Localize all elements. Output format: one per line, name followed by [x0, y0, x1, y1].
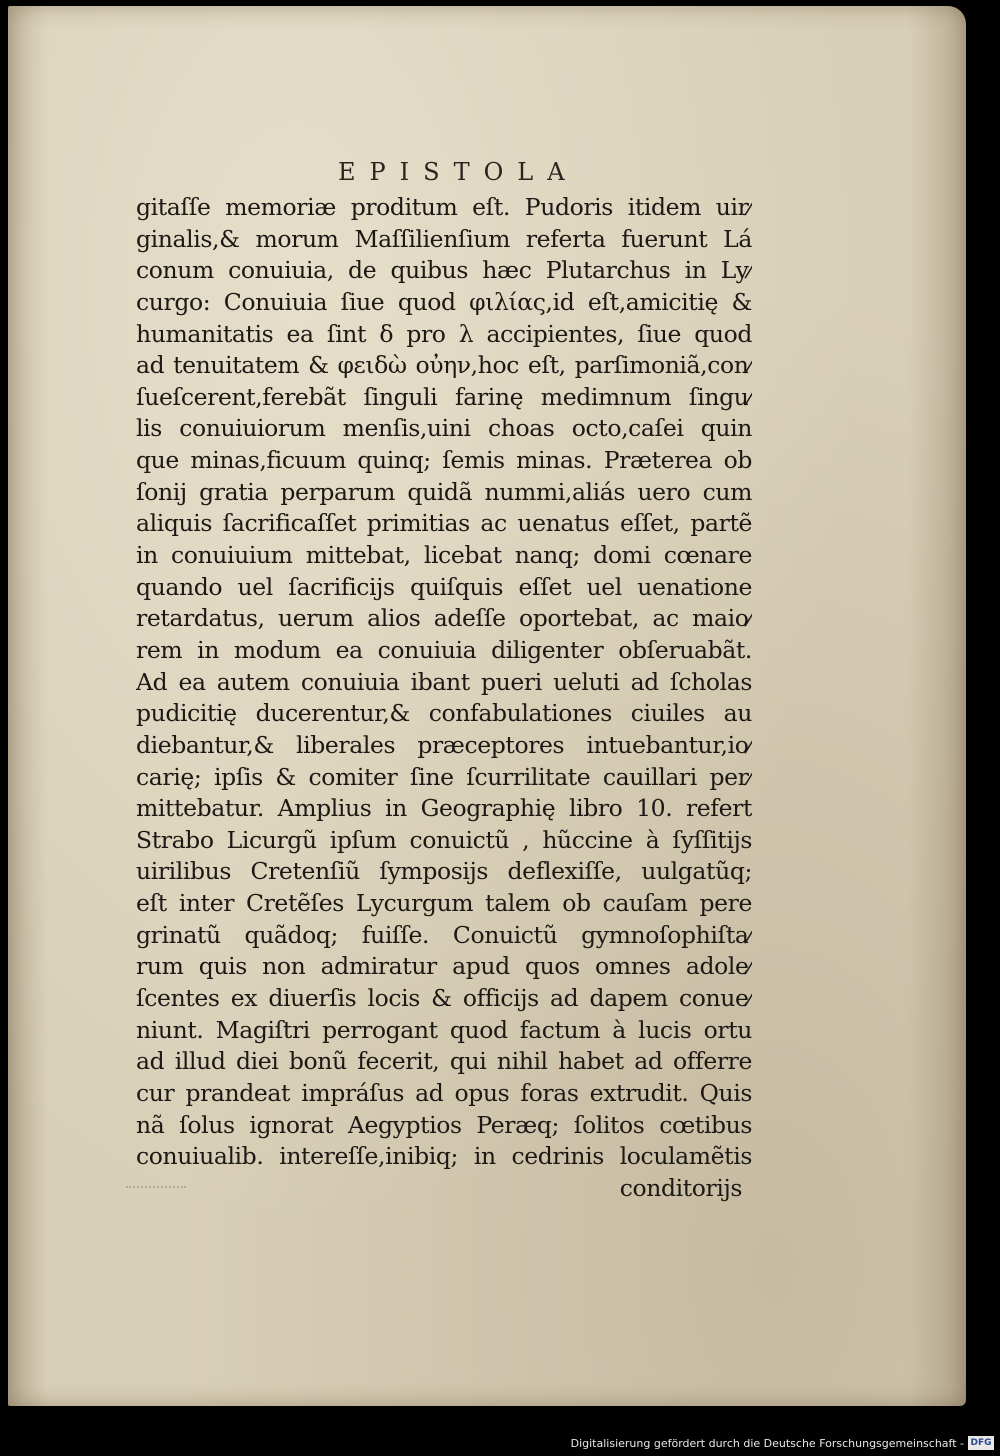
text-line: Ad ea autem conuiuia ibant pueri ueluti ad ſcholas	[136, 667, 752, 696]
text-line: aliquis ſacrificaſſet primitias ac uenatus eſſet, partẽ	[136, 509, 752, 538]
text-line: pudicitię ducerentur,& confabulationes ciuiles au	[136, 699, 752, 728]
text-line: que minas,ficuum quinq; ſemis minas. Præterea ob	[136, 446, 752, 475]
text-line: gitaſſe memoriæ proditum eſt. Pudoris itidem uir⁄	[136, 193, 752, 221]
text-line: ſueſcerent,ferebãt ſinguli farinę medimnum ſingu⁄	[136, 382, 752, 411]
funding-notice: Digitalisierung gefördert durch die Deutsche Forschungsgemeinschaft -	[570, 1437, 964, 1450]
dfg-logo-icon: DFG	[968, 1436, 994, 1450]
text-line: niunt. Magiſtri perrogant quod factum à lucis ortu	[136, 1015, 752, 1044]
text-line: rem in modum ea conuiuia diligenter obſeruabãt.	[136, 635, 752, 664]
text-line: quando uel ſacrificijs quiſquis eſſet uel uenatione	[136, 572, 752, 601]
book-page	[8, 6, 966, 1406]
text-line: carię; ipſis & comiter ſine ſcurrilitate cauillari per⁄	[136, 762, 752, 791]
text-line: grinatũ quãdoq; fuiſſe. Conuictũ gymnoſophiſta⁄	[136, 920, 752, 949]
text-line: ſonij gratia perparum quidã nummi,aliás uero cum	[136, 477, 752, 506]
text-line: ginalis,& morum Maſſilienſium referta fuerunt Lá	[136, 224, 752, 253]
text-line: ad illud diei bonũ fecerit, qui nihil habet ad offerre	[136, 1047, 752, 1076]
text-line: curgo: Conuiuia ſiue quod φιλίας,id eſt,amicitię &	[136, 287, 752, 316]
catchword: conditorijs	[619, 1173, 742, 1202]
text-line: mittebatur. Amplius in Geographię libro 10. refert	[136, 794, 752, 823]
text-line: rum quis non admiratur apud quos omnes adole⁄	[136, 952, 752, 981]
body-text	[136, 192, 752, 1205]
text-line: lis conuiuiorum menſis,uini choas octo,caſei quin	[136, 414, 752, 443]
text-line: ad tenuitatem & φειδὼ οὐην,hoc eſt, parſimoniã,con⁄	[136, 351, 752, 380]
text-line: conum conuiuia, de quibus hæc Plutarchus in Ly⁄	[136, 256, 752, 285]
text-line: diebantur,& liberales præceptores intuebantur,io⁄	[136, 730, 752, 759]
ink-smudge	[126, 1166, 186, 1188]
text-line: nã ſolus ignorat Aegyptios Peræq; ſolitos cœtibus	[136, 1110, 752, 1139]
text-line: uirilibus Cretenſiũ ſymposijs deflexiſſe, uulgatũq;	[136, 857, 752, 886]
text-line: retardatus, uerum alios adeſſe oportebat, ac maio⁄	[136, 604, 752, 633]
text-line: conuiualib. intereſſe,inibiq; in cedrinis loculamẽtis	[136, 1142, 752, 1171]
running-header: EPISTOLA	[338, 158, 579, 186]
text-line: Strabo Licurgũ ipſum conuictũ , hũccine à ſyſſitijs	[136, 825, 752, 854]
text-line: in conuiuium mittebat, licebat nanq; domi cœnare	[136, 541, 752, 570]
text-line: ſcentes ex diuerſis locis & officijs ad dapem conue⁄	[136, 984, 752, 1013]
text-line: eſt inter Cretẽſes Lycurgum talem ob cauſam pere	[136, 889, 752, 918]
text-line: humanitatis ea ſint δ pro λ accipientes, ſiue quod	[136, 319, 752, 348]
text-line: cur prandeat impráſus ad opus foras extrudit. Quis	[136, 1078, 752, 1107]
